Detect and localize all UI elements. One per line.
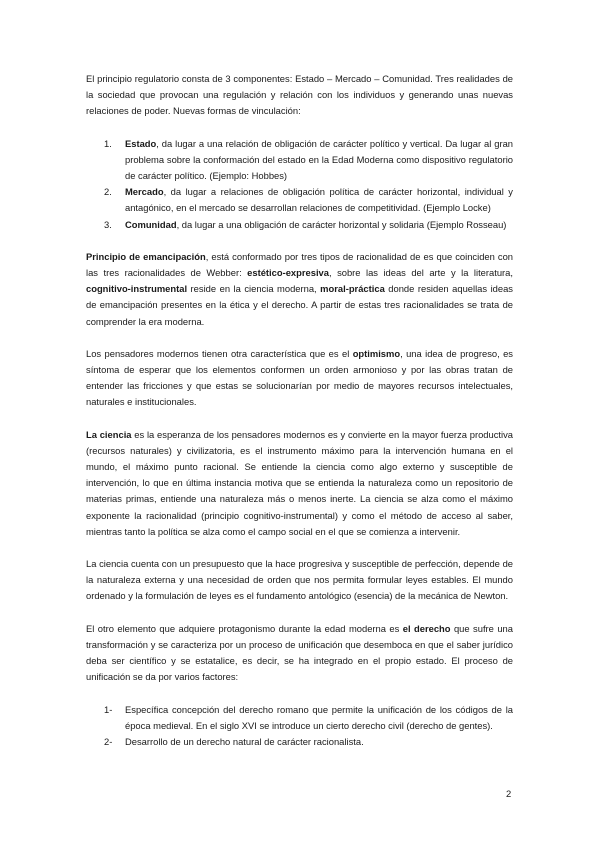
list-text: , da lugar a una obligación de carácter horizontal y solidaria (Ejemplo Rosseau) <box>176 218 507 230</box>
document-body <box>86 71 513 766</box>
paragraph-presupuesto-ciencia: La ciencia cuenta con un presupuesto que la hace progresiva y susceptible de perfección, depende de la naturaleza externa y una necesidad de orden que nos permita formular leyes estables. El mundo ordenado y la formulación de leyes es el fundamento antológico (esencia) de la mecánica de Newton. <box>86 558 513 602</box>
term-principio-emancipacion: Principio de emancipación <box>86 250 206 262</box>
paragraph-principio-regulatorio: El principio regulatorio consta de 3 componentes: Estado – Mercado – Comunidad. Tres realidades de la sociedad que provocan una regulación y relación con los individuos y generando unas nuevas relaciones de poder. Nuevas formas de vinculación: <box>86 73 513 117</box>
paragraph-derecho: El otro elemento que adquiere protagonismo durante la edad moderna es el derecho que sufre una transformación y se caracteriza por un proceso de unificación que desemboca en que el saber jurídico deba ser científico y se estatalice, es decir, se ha integrado en el propio estado. El proceso de unificación se da por varios factores: <box>86 622 513 683</box>
list-term: Mercado <box>125 186 164 198</box>
list-number: 1- <box>104 703 113 715</box>
page-number: 2 <box>506 788 512 799</box>
paragraph-optimismo: Los pensadores modernos tienen otra característica que es el optimismo, una idea de progreso, es síntoma de esperar que los elementos conformen un orden armonioso y por las obras tratan de entender las fricciones y que estas se solucionarían por medio de mayores recursos intelectuales, naturales e institucionales. <box>86 347 513 408</box>
list-item <box>86 184 513 216</box>
paragraph-principio-emancipacion: Principio de emancipación, está conformado por tres tipos de racionalidad de es que coinciden con las tres racionalidades de Webber: estético-expresiva, sobre las ideas del arte y la literatura, cognitivo-instrumental reside en la ciencia moderna, moral-práctica donde residen aquellas ideas de emancipación presentes en la ética y el derecho. A partir de estas tres racionalidades se trata de comprender la era moderna. <box>86 250 514 327</box>
paragraph-ciencia: La ciencia es la esperanza de los pensadores modernos es y convierte en la mayor fuerza productiva (recursos naturales) y civilizatoria, es el instrumento máximo para la intervención humana en el mundo, el máximo punto racional. Se entiende la ciencia como algo externo y susceptible de intervención, lo que en última instancia motiva que se entienda la naturaleza como un repositorio de materias primas, entiende una naturaleza más o menos inerte. La ciencia se alza como el máximo exponente la racionalidad (principio cognitivo-instrumental) y como el método de acceso al saber, mientras tanto la política se alza como el campo social en el que se comienza a intervenir. <box>86 428 513 537</box>
list-term: Estado <box>125 137 157 149</box>
list-number: 1. <box>104 137 112 149</box>
list-item <box>86 136 513 185</box>
list-text: Desarrollo de un derecho natural de carácter racionalista. <box>125 735 364 747</box>
list-text: , da lugar a relaciones de obligación política de carácter horizontal, individual y antagónico, en el mercado se desarrollan relaciones de competitividad. (Ejemplo Locke) <box>125 186 513 214</box>
list-item <box>86 702 513 734</box>
term-moral-practica: moral-práctica <box>320 283 385 295</box>
term-el-derecho: el derecho <box>402 622 451 634</box>
list-text: , da lugar a una relación de obligación de carácter político y vertical. Da lugar al gran problema sobre la conformación del estado en la Edad Moderna como dispositivo regulatorio de carácter político. (Ejemplo: Hobbes) <box>125 137 513 182</box>
list-item <box>86 734 513 750</box>
list-number: 2. <box>104 186 112 198</box>
term-optimismo: optimismo <box>352 347 401 359</box>
list-text: Específica concepción del derecho romano que permite la unificación de los códigos de la época medieval. En el siglo XVI se introduce un cierto derecho civil (derecho de gentes). <box>125 703 513 731</box>
term-cognitivo-instrumental: cognitivo-instrumental <box>86 283 188 295</box>
list-componentes <box>86 136 513 233</box>
list-factores <box>86 702 513 751</box>
term-la-ciencia: La ciencia <box>86 428 132 440</box>
list-number: 3. <box>104 218 112 230</box>
term-estetico-expresiva: estético-expresiva <box>247 267 329 279</box>
list-item <box>86 217 513 233</box>
list-term: Comunidad <box>125 218 177 230</box>
list-number: 2- <box>104 735 113 747</box>
